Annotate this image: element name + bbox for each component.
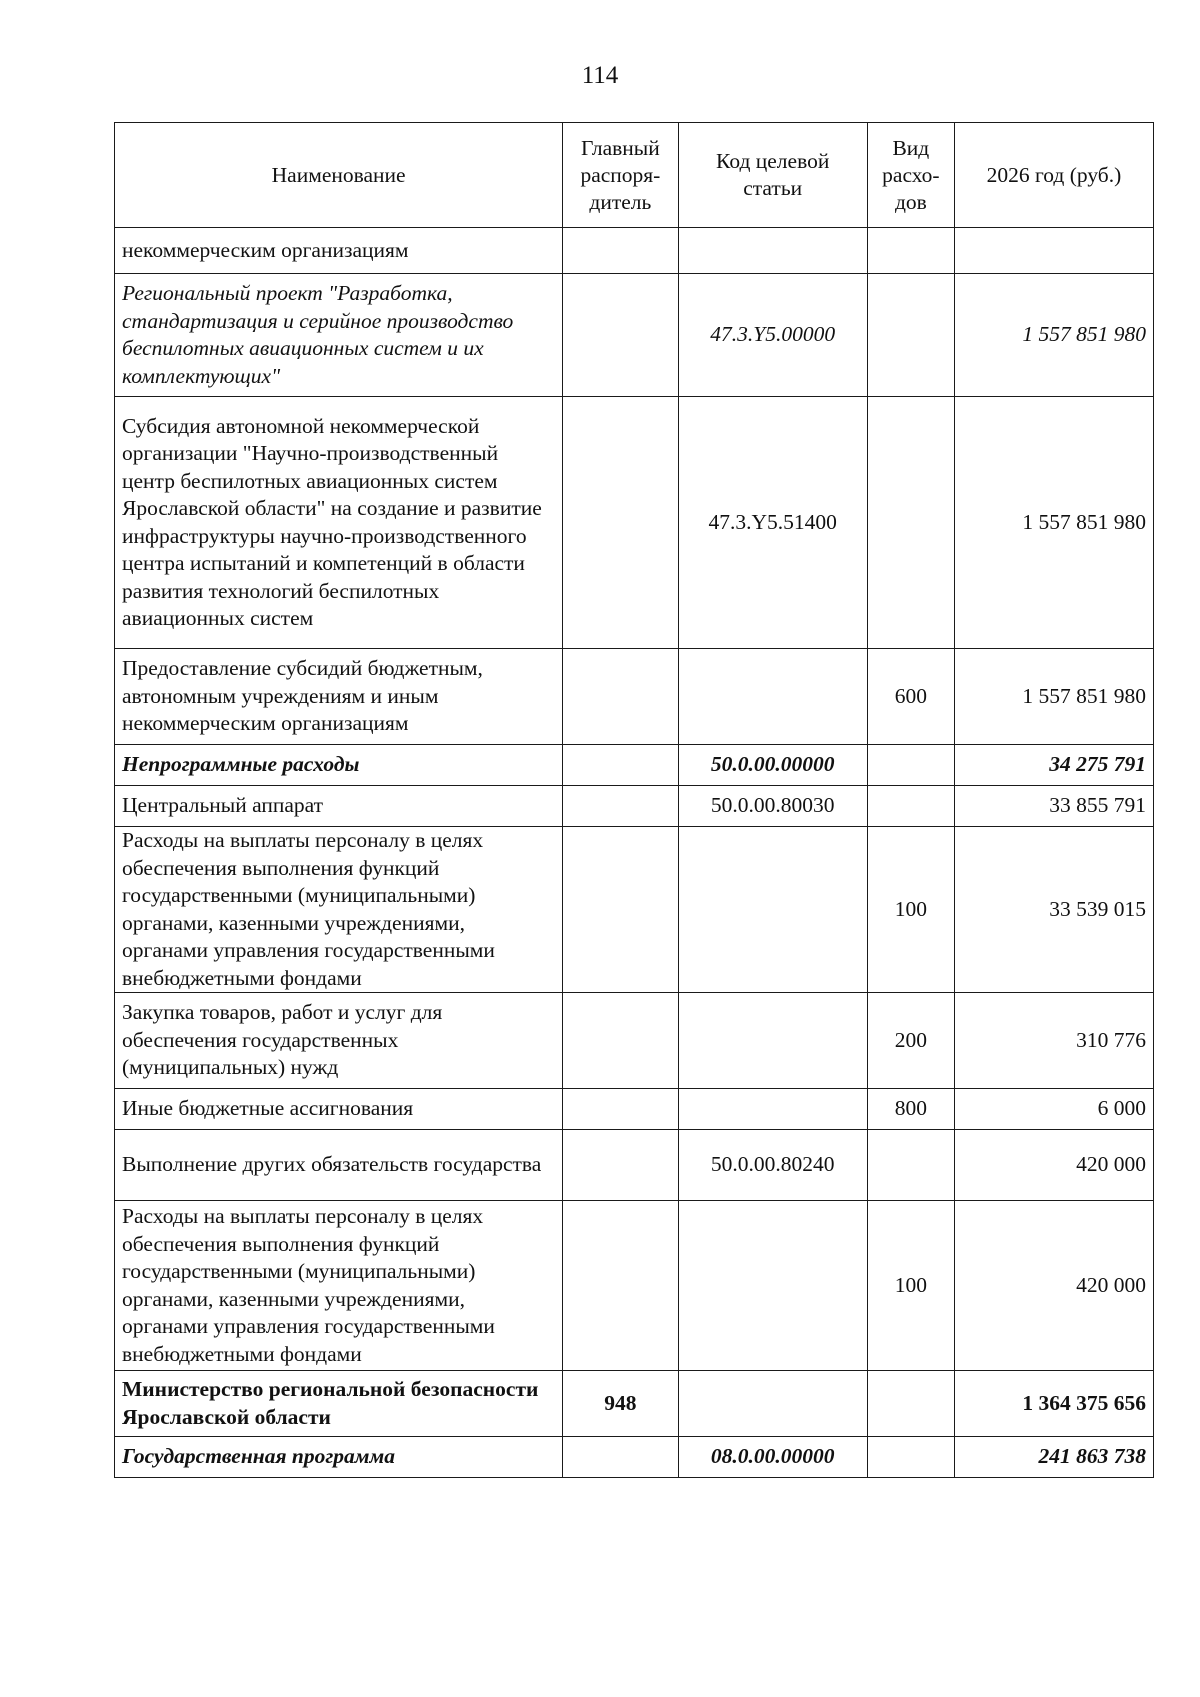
table-header-row <box>115 123 1154 228</box>
cell-amount <box>954 228 1153 274</box>
cell-name: Закупка товаров, работ и услуг для обеспечения государственных (муниципальных) нужд <box>115 993 563 1089</box>
cell-expense-type <box>867 1437 954 1478</box>
cell-target-code <box>678 993 867 1089</box>
cell-amount: 420 000 <box>954 1130 1153 1201</box>
cell-amount: 420 000 <box>954 1201 1153 1371</box>
cell-name: Государственная программа <box>115 1437 563 1478</box>
cell-target-code: 50.0.00.80240 <box>678 1130 867 1201</box>
table-row <box>115 1130 1154 1201</box>
cell-ordinator <box>563 786 678 827</box>
cell-name: Министерство региональной безопасности Ярославской области <box>115 1371 563 1437</box>
table-body <box>115 228 1154 1478</box>
cell-ordinator <box>563 274 678 397</box>
table-row <box>115 1201 1154 1371</box>
cell-expense-type: 200 <box>867 993 954 1089</box>
cell-name: Выполнение других обязательств государства <box>115 1130 563 1201</box>
cell-ordinator <box>563 827 678 993</box>
cell-name: Иные бюджетные ассигнования <box>115 1089 563 1130</box>
cell-expense-type <box>867 786 954 827</box>
cell-expense-type <box>867 274 954 397</box>
cell-amount: 33 855 791 <box>954 786 1153 827</box>
cell-name: Центральный аппарат <box>115 786 563 827</box>
cell-name: Расходы на выплаты персоналу в целях обеспечения выполнения функций государственными (муниципальными) органами, казенными учреждениями, органами управления государственными внебюджетными фондами <box>115 827 563 993</box>
cell-expense-type: 800 <box>867 1089 954 1130</box>
cell-ordinator <box>563 1089 678 1130</box>
table-row <box>115 993 1154 1089</box>
cell-amount: 1 557 851 980 <box>954 274 1153 397</box>
table-row <box>115 786 1154 827</box>
header-ordinator: Главный распоря-дитель <box>563 123 678 228</box>
cell-target-code: 50.0.00.80030 <box>678 786 867 827</box>
table-row <box>115 274 1154 397</box>
cell-amount: 34 275 791 <box>954 745 1153 786</box>
cell-name: Расходы на выплаты персоналу в целях обеспечения выполнения функций государственными (муниципальными) органами, казенными учреждениями, органами управления государственными внебюджетными фондами <box>115 1201 563 1371</box>
header-expense-type: Вид расхо-дов <box>867 123 954 228</box>
cell-ordinator <box>563 228 678 274</box>
cell-expense-type <box>867 745 954 786</box>
cell-amount: 310 776 <box>954 993 1153 1089</box>
cell-expense-type <box>867 1371 954 1437</box>
cell-ordinator <box>563 993 678 1089</box>
table-row <box>115 397 1154 649</box>
cell-ordinator <box>563 649 678 745</box>
cell-target-code <box>678 228 867 274</box>
budget-table <box>114 122 1154 1478</box>
table-row <box>115 1437 1154 1478</box>
cell-name: некоммерческим организациям <box>115 228 563 274</box>
cell-name: Предоставление субсидий бюджетным, автономным учреждениям и иным некоммерческим организациям <box>115 649 563 745</box>
cell-expense-type: 100 <box>867 827 954 993</box>
cell-target-code: 08.0.00.00000 <box>678 1437 867 1478</box>
cell-target-code <box>678 1089 867 1130</box>
cell-name: Региональный проект "Разработка, стандартизация и серийное производство беспилотных авиационных систем и их комплектующих" <box>115 274 563 397</box>
cell-amount: 241 863 738 <box>954 1437 1153 1478</box>
cell-ordinator <box>563 1201 678 1371</box>
cell-target-code <box>678 1201 867 1371</box>
cell-expense-type <box>867 1130 954 1201</box>
table-row <box>115 228 1154 274</box>
cell-ordinator <box>563 745 678 786</box>
cell-ordinator <box>563 1437 678 1478</box>
cell-name: Непрограммные расходы <box>115 745 563 786</box>
cell-expense-type: 600 <box>867 649 954 745</box>
header-name: Наименование <box>115 123 563 228</box>
cell-target-code: 50.0.00.00000 <box>678 745 867 786</box>
table-row <box>115 745 1154 786</box>
cell-ordinator: 948 <box>563 1371 678 1437</box>
cell-amount: 1 557 851 980 <box>954 649 1153 745</box>
cell-expense-type <box>867 228 954 274</box>
header-target-code: Код целевой статьи <box>678 123 867 228</box>
header-amount: 2026 год (руб.) <box>954 123 1153 228</box>
cell-ordinator <box>563 1130 678 1201</box>
table-row <box>115 1371 1154 1437</box>
cell-expense-type <box>867 397 954 649</box>
cell-amount: 33 539 015 <box>954 827 1153 993</box>
cell-target-code: 47.3.Y5.00000 <box>678 274 867 397</box>
cell-expense-type: 100 <box>867 1201 954 1371</box>
table-row <box>115 1089 1154 1130</box>
table-row <box>115 649 1154 745</box>
cell-target-code <box>678 827 867 993</box>
cell-amount: 6 000 <box>954 1089 1153 1130</box>
cell-name: Субсидия автономной некоммерческой организации "Научно-производственный центр беспилотных авиационных систем Ярославской области" на создание и развитие инфраструктуры научно-производственного центра испытаний и компетенций в области развития технологий беспилотных авиационных систем <box>115 397 563 649</box>
cell-amount: 1 364 375 656 <box>954 1371 1153 1437</box>
cell-target-code: 47.3.Y5.51400 <box>678 397 867 649</box>
cell-target-code <box>678 1371 867 1437</box>
cell-target-code <box>678 649 867 745</box>
table-row <box>115 827 1154 993</box>
cell-ordinator <box>563 397 678 649</box>
cell-amount: 1 557 851 980 <box>954 397 1153 649</box>
page-number: 114 <box>581 62 619 89</box>
